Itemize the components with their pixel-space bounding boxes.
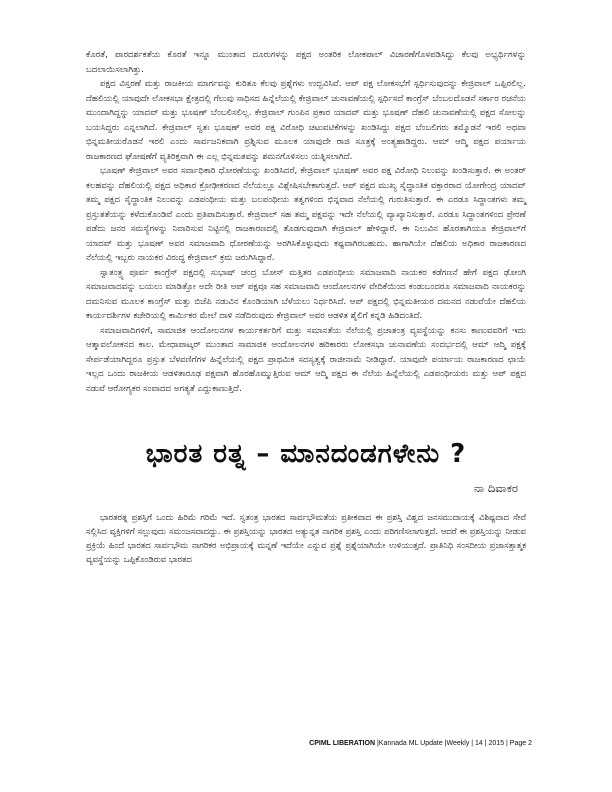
paragraph: ಭಾರತರತ್ನ ಪ್ರಶಸ್ತಿಗೆ ಒಂದು ಹಿರಿಮೆ ಗರಿಮೆ ಇದೆ. ಸ್ವತಂತ್ರ ಭಾರತದ ಸಾರ್ವಭೌಮತೆಯ ಪ್ರತೀಕವಾದ ಈ ಪ್ರಶಸ್ತಿ ವಿಶ್ವದ ಜನಸಮುದಾಯಕ್ಕೆ ವಿಶಿಷ್ಟವಾದ ಸೇವೆ ಸಲ್ಲಿಸಿದ ವ್ಯಕ್ತಿಗಳಿಗೆ ಸಲ್ಲುವುದು ಸಮಂಜಸವಾದದ್ದು. ಈ ಪ್ರಶಸ್ತಿಯನ್ನು ಭಾರತದ ಅತ್ಯುನ್ನತ ನಾಗರಿಕ ಪ್ರಶಸ್ತಿ ಎಂದು ಪರಿಗಣಿಸಲಾಗುತ್ತದೆ. ಆದರೆ ಈ ಪ್ರಶಸ್ತಿಯನ್ನು ನೀಡುವ ಪ್ರಕ್ರಿಯೆ ಹಿಂದೆ ಭಾರತದ ಸಾರ್ವಭೌಮ ನಾಗರಿಕರ ಅಭಿಪ್ರಾಯಕ್ಕೆ ಮನ್ನಣೆ ಇದೆಯೇ ಎನ್ನುವ ಪ್ರಶ್ನೆ ಪ್ರಶ್ನೆಯಾಗಿಯೇ ಉಳಿಯುತ್ತದೆ. ಪ್ರಾತಿನಿಧಿ ಸಂಸದೀಯ ಪ್ರಜಾಸತ್ತಾತ್ಮಕ ವ್ಯವಸ್ಥೆಯನ್ನು ಒಪ್ಪಿಕೊಂಡಿರುವ ಭಾರತದ [86, 512, 526, 564]
footer-brand: CPIML LIBERATION [309, 740, 376, 747]
footer-details: |Kannada ML Update |Weekly | 14 | 2015 | Page 2 [376, 740, 532, 747]
author-name: ನಾ ದಿವಾಕರ [473, 481, 518, 495]
page-footer [309, 740, 532, 747]
paragraph: ಭೂಷಣ್ ಕೇಜ್ರಿವಾಲ್ ಅವರ ಸರ್ವಾಧಿಕಾರಿ ಧೋರಣೆಯನ್ನು ಖಂಡಿಸಿದರೆ, ಕೇಜ್ರಿವಾಲ್ ಭೂಷಣ್ ಅವರ ಪಕ್ಷ ವಿರೋಧಿ ನಿಲುವನ್ನು ಖಂಡಿಸುತ್ತಾರೆ. ಈ ಅಂತರ್ ಕಲಹವನ್ನು ದೆಹಲಿಯಲ್ಲಿ ಪಕ್ಷದ ಅಧಿಕಾರ ಕ್ರೋಢೀಕರಣದ ನೆಲೆಯಲ್ಲೂ ವಿಶ್ಲೇಷಿಸಬೇಕಾಗುತ್ತದೆ. ಆಪ್ ಪಕ್ಷದ ಮುಖ್ಯ ಸೈದ್ಧಾಂತಿಕ ವಕ್ತಾರರಾದ ಯೋಗೇಂದ್ರ ಯಾದವ್ ತಮ್ಮ ಪಕ್ಷದ ಸೈದ್ಧಾಂತಿಕ ನಿಲುವನ್ನು ಎಡಪಂಥೀಯ ಮತ್ತು ಬಲಪಂಥೀಯ ತತ್ವಗಳಿಂದ ಭಿನ್ನವಾದ ನೆಲೆಯಲ್ಲಿ ಗುರುತಿಸುತ್ತಾರೆ. ಈ ಎರಡೂ ಸಿದ್ಧಾಂತಗಳು ತಮ್ಮ ಪ್ರಸ್ತುತತೆಯನ್ನು ಕಳೆದುಕೊಂಡಿವೆ ಎಂದು ಪ್ರತಿಪಾದಿಸುತ್ತಾರೆ. ಕೇಜ್ರಿವಾಲ್ ಸಹ ತಮ್ಮ ಪಕ್ಷವನ್ನು ಇದೇ ನೆಲೆಯಲ್ಲಿ ವ್ಯಾಖ್ಯಾನಿಸುತ್ತಾರೆ. ಎರಡೂ ಸಿದ್ಧಾಂತಗಳಿಂದ ಪ್ರೇರಣೆ ಪಡೆದು ಜನರ ಸಮಸ್ಯೆಗಳನ್ನು ನಿವಾರಿಸುವ ನಿಟ್ಟಿನಲ್ಲಿ ರಾಜಕಾರಣದಲ್ಲಿ ತೊಡಗುವುದಾಗಿ ಕೇಜ್ರಿವಾಲ್ ಹೇಳಿದ್ದಾರೆ. ಈ ನಿಲುವಿನ ಹೊರತಾಗಿಯೂ ಕೇಜ್ರಿವಾಲ್‌ಗೆ ಯಾದವ್ ಮತ್ತು ಭೂಷಣ್ ಅವರ ಸಮಾಜವಾದಿ ಧೋರಣೆಯನ್ನು ಅರಗಿಸಿಕೊಳ್ಳುವುದು ಕಷ್ಟವಾಗಿರಬಹುದು. ಹಾಗಾಗಿಯೇ ದೆಹಲಿಯ ಅಧಿಕಾರ ರಾಜಕಾರಣದ ನೆಲೆಯಲ್ಲಿ ಇಬ್ಬರು ನಾಯಕರ ವಿರುದ್ಧ ಕೇಜ್ರಿವಾಲ್ ಕ್ರಮ ಜರುಗಿಸಿದ್ದಾರೆ. [86, 166, 526, 263]
article-continuation [86, 48, 526, 396]
new-article-body [86, 510, 526, 566]
article-title: ಭಾರತ ರತ್ನ – ಮಾನದಂಡಗಳೇನು ? [145, 439, 467, 469]
paragraph: ಕೊರತೆ, ಪಾರದರ್ಶಕತೆಯ ಕೊರತೆ ಇನ್ನೂ ಮುಂತಾದ ದೂರುಗಳನ್ನು ಪಕ್ಷದ ಅಂತರಿಕ ಲೋಕಪಾಲ್ ವಿಚಾರಣೆಗೊಳಪಡಿಸಿದ್ದು ಕೆಲವು ಅಭ್ಯರ್ಥಿಗಳನ್ನು ಬದಲಾಯಿಸಲಾಗಿತ್ತು. [86, 50, 526, 75]
paragraph: ಸ್ವಾತಂತ್ರ್ಯ ಪೂರ್ವ ಕಾಂಗ್ರೆಸ್ ಪಕ್ಷದಲ್ಲಿ ಸುಭಾಷ್ ಚಂದ್ರ ಬೋಸ್ ಮತ್ತಿತರ ಎಡಪಂಥೀಯ ಸಮಾಜವಾದಿ ನಾಯಕರ ಕಡೆಗಣನೆ ಹೇಗೆ ಪಕ್ಷದ ಢೋಂಗಿ ಸಮಾಜವಾದವನ್ನು ಬಯಲು ಮಾಡಿತ್ತೋ ಅದೇ ರೀತಿ ಆಪ್ ಪಕ್ಷವೂ ಸಹ ಸಮಾಜವಾದಿ ಆಂದೋಲನಗಳ ವೇದಿಕೆಯಿಂದ ಕಂಡುಬಂದರೂ ಸಮಾಜವಾದಿ ನಾಯಕರನ್ನು ದಮನಿಸುವ ಮೂಲಕ ಕಾಂಗ್ರೆಸ್ ಮತ್ತು ಬಿಜೆಪಿ ನಡುವಿನ ಕೊಂಡಿಯಾಗಿ ಬೆಳೆಯಲು ನಿರ್ಧರಿಸಿದೆ. ಆಪ್ ಪಕ್ಷದಲ್ಲಿ ಭಿನ್ನಮತೀಯರ ದಮನದ ನಡುವೆಯೇ ದೆಹಲಿಯ ಕಾರ್ಯದರ್ಶಿಗಳ ಕಚೇರಿಯಲ್ಲಿ ಕಾರ್ಮಿಕರ ಮೇಲೆ ದಾಳಿ ನಡೆದಿರುವುದು ಕೇಜ್ರಿವಾಲ್ ಅವರ ಆಡಳಿತ ಶೈಲಿಗೆ ಕನ್ನಡಿ ಹಿಡಿದಂತಿದೆ. [86, 267, 526, 321]
paragraph: ಸಮಾಜವಾದಿಗಳಿಗೆ, ಸಾಮಾಜಿಕ ಆಂದೋಲನಗಳ ಕಾರ್ಯಕರ್ತರಿಗೆ ಮತ್ತು ಸಮಾನತೆಯ ನೆಲೆಯಲ್ಲಿ ಪ್ರಜಾತಂತ್ರ ವ್ಯವಸ್ಥೆಯನ್ನು ಕನಸು ಕಾಣುವವರಿಗೆ ಇದು ಆತ್ಮಾವಲೋಕನದ ಕಾಲ. ಮೇಧಾಪಾಟ್ಕರ್ ಮುಂತಾದ ಸಾಮಾಜಿಕ ಆಂದೋಲನಗಳ ಹರಿಕಾರರು ಲೋಕಸಭಾ ಚುನಾವಣೆಯ ಸಂದರ್ಭದಲ್ಲಿ ಆಮ್ ಆದ್ಮಿ ಪಕ್ಷಕ್ಕೆ ಸೇರ್ಪಡೆಯಾಗಿದ್ದರೂ ಪ್ರಸ್ತುತ ಬೆಳವಣಿಗೆಗಳ ಹಿನ್ನೆಲೆಯಲ್ಲಿ ಪಕ್ಷದ ಪ್ರಾಥಮಿಕ ಸದಸ್ಯತ್ವಕ್ಕೆ ರಾಜೀನಾಮೆ ನೀಡಿದ್ದಾರೆ. ಯಾವುದೇ ಪರ್ಯಾಯ ರಾಜಕಾರಣದ ಛಾಯೆ ಇಲ್ಲದ ಒಂದು ರಾಜಕೀಯ ಆಡಳಿತಾರೂಢ ಪಕ್ಷವಾಗಿ ಹೊರಹೊಮ್ಮುತ್ತಿರುವ ಆಮ್ ಆದ್ಮಿ ಪಕ್ಷದ ಈ ನೆಲೆಯ ಹಿನ್ನೆಲೆಯಲ್ಲಿ ಎಡಪಂಥೀಯರು ಮತ್ತು ಆಪ್ ಪಕ್ಷದ ನಡುವೆ ಆರೋಗ್ಯಕರ ಸಂವಾದದ ಅಗತ್ಯತೆ ಎದ್ದುಕಾಣುತ್ತಿದೆ. [86, 325, 526, 394]
paragraph: ಪಕ್ಷದ ವಿಸ್ತರಣೆ ಮತ್ತು ರಾಜಕೀಯ ಮಾರ್ಗವನ್ನು ಕುರಿತೂ ಕೆಲವು ಪ್ರಶ್ನೆಗಳು ಉದ್ಭವಿಸಿವೆ. ಆಪ್ ಪಕ್ಷ ಲೋಕಸಭೆಗೆ ಸ್ಪರ್ಧಿಸುವುದನ್ನು ಕೇಜ್ರಿವಾಲ್ ಒಪ್ಪಿರಲಿಲ್ಲ. ದೆಹಲಿಯಲ್ಲಿ ಯಾವುದೇ ಲೋಕಸಭಾ ಕ್ಷೇತ್ರದಲ್ಲಿ ಗೆಲುವು ಸಾಧಿಸದ ಹಿನ್ನೆಲೆಯಲ್ಲಿ ಕೇಜ್ರಿವಾಲ್ ಚುನಾವಣೆಯಲ್ಲಿ ಸ್ಪರ್ಧಿಸದೆ ಕಾಂಗ್ರೆಸ್ ಬೆಂಬಲದೊಡನೆ ಸರ್ಕಾರ ರಚನೆಯ ಮುಂದಾಗಿದ್ದನ್ನು ಯಾದವ್ ಮತ್ತು ಭೂಷಣ್ ಬೆಂಬಲಿಸಲಿಲ್ಲ. ಕೇಜ್ರಿವಾಲ್ ಗುಂಪಿನ ಪ್ರಕಾರ ಯಾದವ್ ಮತ್ತು ಭೂಷಣ್ ದೆಹಲಿ ಚುನಾವಣೆಯಲ್ಲಿ ಪಕ್ಷದ ಸೋಲನ್ನು ಬಯಸಿದ್ದರು ಎನ್ನಲಾಗಿದೆ. ಕೇಜ್ರಿವಾಲ್ ಸ್ವತಃ ಭೂಷಣ್ ಅವರ ಪಕ್ಷ ವಿರೋಧಿ ಚಟುವಟಿಕೆಗಳನ್ನು ಖಂಡಿಸಿದ್ದು ಪಕ್ಷದ ಬೆಂಬಲಿಗರು ತಮ್ಮೊಡನೆ ಇರಲಿ ಅಥವಾ ಭಿನ್ನಮತೀಯರೊಡನೆ ಇರಲಿ ಎಂದು ಸಾರ್ವಜನಿಕವಾಗಿ ಪ್ರಶ್ನಿಸುವ ಮೂಲಕ ಯಾವುದೇ ರಾಜಿ ಸೂತ್ರಕ್ಕೆ ಅಂತ್ಯಹಾಡಿದ್ದರು. ಆಮ್ ಆದ್ಮಿ ಪಕ್ಷದ ಪರ್ಯಾಯ ರಾಜಕಾರಣದ ಘೋಷಣೆಗೆ ವ್ಯತಿರಿಕ್ತವಾಗಿ ಈ ಎಲ್ಲ ಭಿನ್ನಮತವನ್ನು ಶಮನಗೊಳಿಸಲು ಯತ್ನಿಸಲಾಗಿದೆ. [86, 79, 526, 162]
